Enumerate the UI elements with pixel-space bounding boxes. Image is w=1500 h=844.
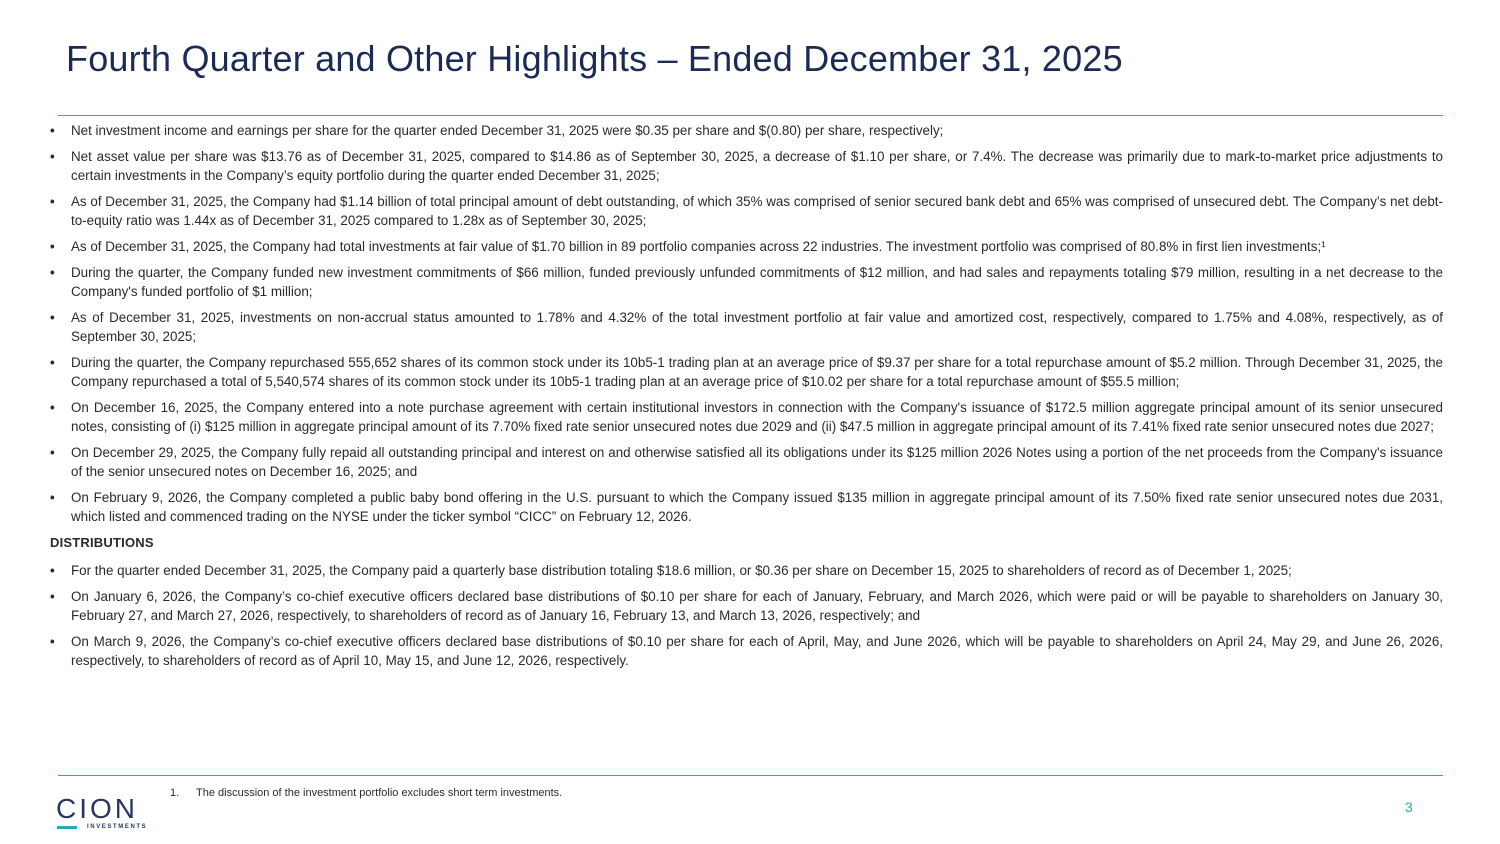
bullet-icon: • — [50, 310, 55, 325]
highlight-item — [50, 398, 1443, 436]
bullet-icon: • — [50, 239, 55, 254]
footnote-number: 1. — [170, 787, 180, 799]
slide-content — [50, 121, 1443, 677]
footnote-text: The discussion of the investment portfolio excludes short term investments. — [196, 787, 563, 799]
highlight-item — [50, 237, 1443, 256]
highlight-text: As of December 31, 2025, investments on non-accrual status amounted to 1.78% and 4.32% of the total investment portfolio at fair value and amortized cost, respectively, compared to 1.75% and 4.08%, respectively, as of September 30, 2025; — [71, 310, 1443, 344]
highlight-text: On February 9, 2026, the Company completed a public baby bond offering in the U.S. pursuant to which the Company issued $135 million in aggregate principal amount of its 7.50% fixed rate senior unsecured notes due 2031, which listed and commenced trading on the NYSE under the ticker symbol “CICC” on February 12, 2026. — [71, 490, 1443, 524]
logo-wordmark: CION — [56, 793, 138, 824]
highlight-item — [50, 488, 1443, 526]
bullet-icon: • — [50, 355, 55, 370]
highlight-item — [50, 192, 1443, 230]
highlight-text: As of December 31, 2025, the Company had $1.14 billion of total principal amount of debt outstanding, of which 35% was comprised of senior secured bank debt and 65% was comprised of unsecured debt. The Company’s net debt-to-equity ratio was 1.44x as of December 31, 2025 compared to 1.28x as of September 30, 2025; — [71, 194, 1443, 228]
highlight-text: On December 29, 2025, the Company fully repaid all outstanding principal and interest on and otherwise satisfied all its obligations under its $125 million 2026 Notes using a portion of the net proceeds from the Company's issuance of the senior unsecured notes on December 16, 2025; and — [71, 445, 1443, 479]
highlight-item — [50, 147, 1443, 185]
distribution-item — [50, 561, 1443, 580]
bullet-icon: • — [50, 563, 55, 578]
highlight-text: Net investment income and earnings per share for the quarter ended December 31, 2025 were $0.35 per share and $(0.80) per share, respectively; — [71, 123, 944, 138]
bullet-icon: • — [50, 490, 55, 505]
highlight-item — [50, 443, 1443, 481]
distribution-item — [50, 632, 1443, 670]
bullet-icon: • — [50, 589, 55, 604]
distribution-text: On March 9, 2026, the Company’s co-chief executive officers declared base distributions of $0.10 per share for each of April, May, and June 2026, which will be payable to shareholders on April 24, May 29, and June 26, 2026, respectively, to shareholders of record as of April 10, May 15, and June 12, 2026, respectively. — [71, 634, 1443, 668]
highlight-text: On December 16, 2025, the Company entered into a note purchase agreement with certain institutional investors in connection with the Company's issuance of $172.5 million aggregate principal amount of its senior unsecured notes, consisting of (i) $125 million in aggregate principal amount of its 7.70% fixed rate senior unsecured notes due 2029 and (ii) $47.5 million in aggregate principal amount of its 7.41% fixed rate senior unsecured notes due 2027; — [71, 400, 1443, 434]
cion-logo — [56, 793, 160, 833]
bullet-icon: • — [50, 123, 55, 138]
highlight-text: Net asset value per share was $13.76 as of December 31, 2025, compared to $14.86 as of September 30, 2025, a decrease of $1.10 per share, or 7.4%. The decrease was primarily due to mark-to-market price adjustments to certain investments in the Company’s equity portfolio during the quarter ended December 31, 2025; — [71, 149, 1443, 183]
bullet-icon: • — [50, 634, 55, 649]
highlight-item — [50, 121, 1443, 140]
logo-subtitle: INVESTMENTS — [87, 824, 148, 830]
bullet-icon: • — [50, 265, 55, 280]
highlight-text: During the quarter, the Company funded new investment commitments of $66 million, funded previously unfunded commitments of $12 million, and had sales and repayments totaling $79 million, resulting in a net decrease to the Company's funded portfolio of $1 million; — [71, 265, 1443, 299]
distribution-text: On January 6, 2026, the Company’s co-chief executive officers declared base distributions of $0.10 per share for each of January, February, and March 2026, which were paid or will be payable to shareholders on January 30, February 27, and March 27, 2026, respectively, to shareholders of record as of January 16, February 13, and March 13, 2026, respectively; and — [71, 589, 1443, 623]
logo-accent-bar — [57, 826, 77, 829]
bullet-icon: • — [50, 445, 55, 460]
distributions-heading: DISTRIBUTIONS — [50, 535, 154, 550]
distribution-text: For the quarter ended December 31, 2025, the Company paid a quarterly base distribution totaling $18.6 million, or $0.36 per share on December 15, 2025 to shareholders of record as of December 1, 2025; — [71, 563, 1292, 578]
highlight-item — [50, 308, 1443, 346]
bullet-icon: • — [50, 400, 55, 415]
bullet-icon: • — [50, 194, 55, 209]
page-number: 3 — [1405, 799, 1413, 815]
slide-title: Fourth Quarter and Other Highlights – Ended December 31, 2025 — [66, 38, 1123, 79]
top-divider — [58, 115, 1443, 116]
highlight-text: During the quarter, the Company repurchased 555,652 shares of its common stock under its 10b5-1 trading plan at an average price of $9.37 per share for a total repurchase amount of $5.2 million. Through December 31, 2025, the Company repurchased a total of 5,540,574 shares of its common stock under its 10b5-1 trading plan at an average price of $10.02 per share for a total repurchase amount of $55.5 million; — [71, 355, 1443, 389]
bottom-divider — [58, 775, 1443, 776]
distribution-item — [50, 587, 1443, 625]
highlight-text: As of December 31, 2025, the Company had total investments at fair value of $1.70 billion in 89 portfolio companies across 22 industries. The investment portfolio was comprised of 80.8% in first lien investments;¹ — [71, 239, 1326, 254]
highlight-item — [50, 263, 1443, 301]
footnote — [170, 787, 562, 799]
bullet-icon: • — [50, 149, 55, 164]
highlight-item — [50, 353, 1443, 391]
